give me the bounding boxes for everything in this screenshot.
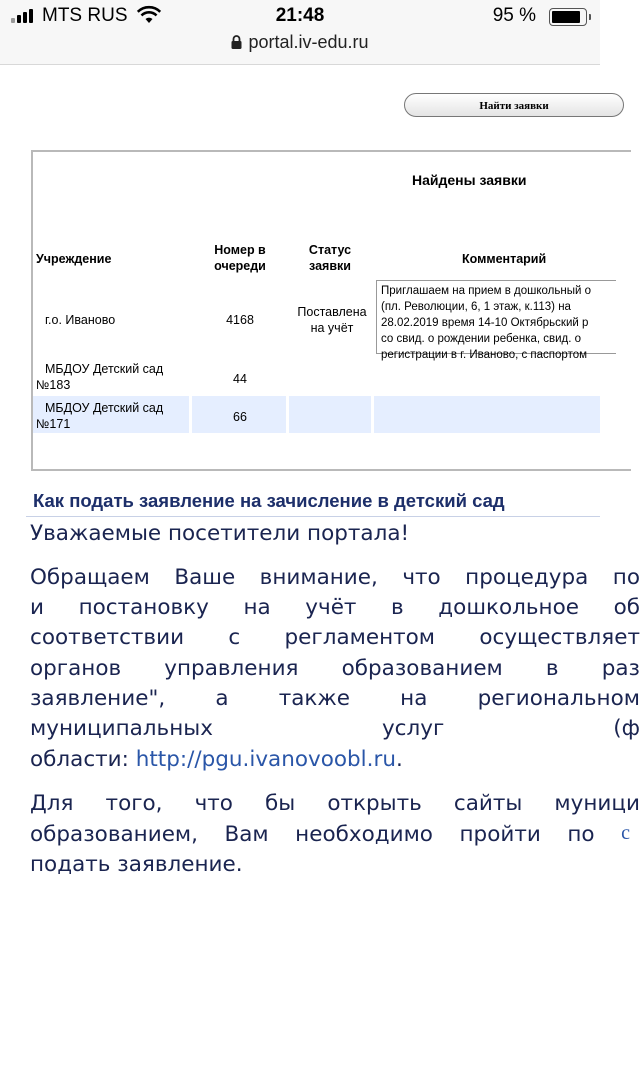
text-line: Обращаем Ваше внимание, что процедура по xyxy=(30,565,640,590)
text-line: органов управления образованием в раз xyxy=(30,656,640,681)
link-fragment[interactable]: с xyxy=(621,822,630,844)
find-applications-button[interactable]: Найти заявки xyxy=(404,93,624,117)
text-line: образованием, Вам необходимо пройти по с xyxy=(30,822,630,847)
text-line: области: http://pgu.ivanovoobl.ru. xyxy=(30,747,403,772)
results-title: Найдены заявки xyxy=(412,172,527,188)
text-line: соответствии с регламентом осуществляет xyxy=(30,625,640,650)
row1-institution: г.о. Иваново xyxy=(45,313,116,327)
text-line: Для того, что бы открыть сайты муници xyxy=(30,791,640,816)
divider xyxy=(26,516,600,517)
header-comment: Комментарий xyxy=(462,252,547,266)
carrier-name: MTS RUS xyxy=(42,5,128,26)
article-title-link[interactable]: Как подать заявление на зачисление в детский сад xyxy=(33,490,505,511)
text-line: и постановку на учёт в дошкольное об xyxy=(30,595,640,620)
row2-queue: 44 xyxy=(233,372,247,386)
greeting: Уважаемые посетители портала! xyxy=(30,521,410,546)
battery-icon xyxy=(549,8,587,26)
text-line: заявление", а также на региональном xyxy=(30,686,640,711)
address-bar[interactable] xyxy=(0,32,600,53)
row2-institution: МБДОУ Детский сад №183 xyxy=(36,362,164,392)
clock: 21:48 xyxy=(275,5,325,26)
row1-status: Поставлена на учёт xyxy=(297,305,367,335)
battery-fill xyxy=(552,11,580,23)
row1-queue: 4168 xyxy=(226,313,254,327)
header-status: Статус заявки xyxy=(308,243,352,273)
lock-icon xyxy=(231,35,242,49)
row3-queue: 66 xyxy=(233,410,247,424)
row1-comment-textarea[interactable]: Приглашаем на прием в дошкольный о (пл. Революции, 6, 1 этаж, к.113) на 28.02.2019 время 14-10 Октябрьский р со свид. о рождении ребенка, свид. о регистрации в г. Иваново, с паспортом xyxy=(376,280,616,354)
text-line: подать заявление. xyxy=(30,852,243,877)
status-bar xyxy=(0,0,600,65)
header-queue-number: Номер в очереди xyxy=(214,243,266,273)
row3-institution: МБДОУ Детский сад №171 xyxy=(36,401,164,431)
battery-percent: 95 % xyxy=(492,5,536,26)
pgu-link[interactable]: http://pgu.ivanovoobl.ru xyxy=(135,747,396,772)
header-institution: Учреждение xyxy=(36,252,112,266)
cell-separator xyxy=(371,396,374,433)
text-line: муниципальных услуг (ф xyxy=(30,716,640,741)
url-text: portal.iv-edu.ru xyxy=(248,32,369,52)
